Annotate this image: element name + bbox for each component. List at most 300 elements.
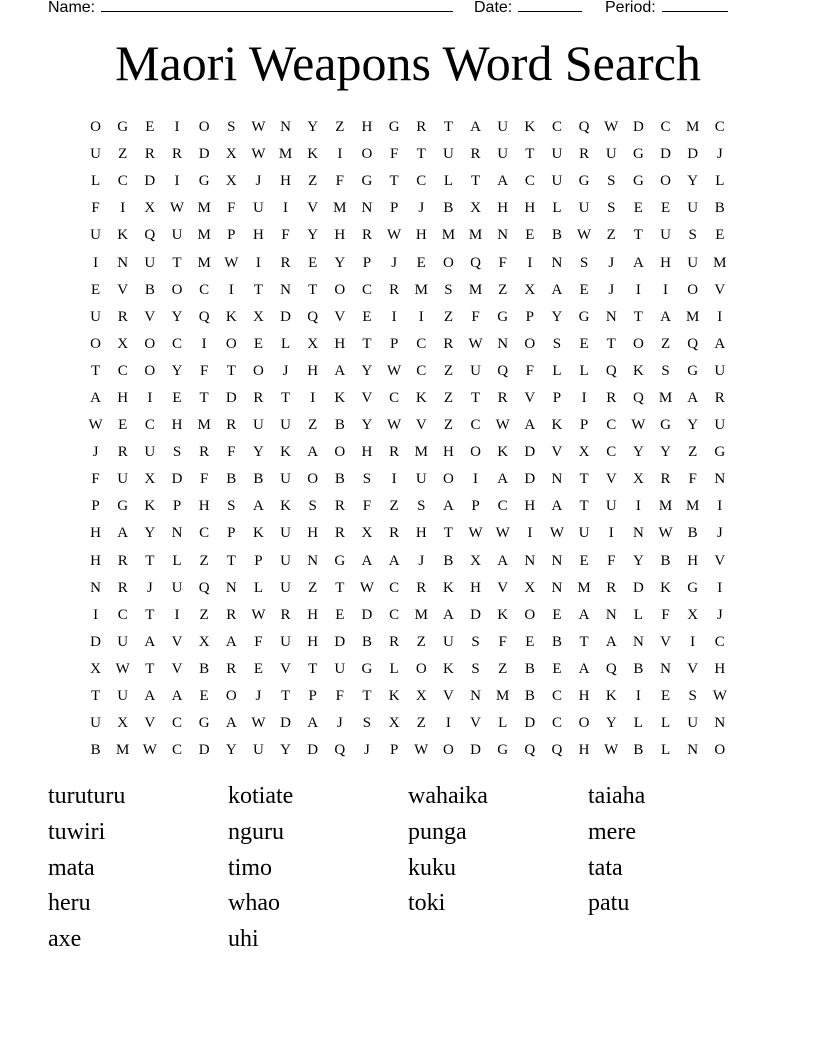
grid-letter: V xyxy=(171,633,183,650)
grid-letter: O xyxy=(714,742,726,759)
grid-letter: R xyxy=(117,579,128,596)
grid-letter: L xyxy=(443,173,453,190)
grid-letter: D xyxy=(198,742,210,759)
grid-letter: X xyxy=(361,525,373,542)
grid-letter: F xyxy=(227,444,236,461)
grid-letter: Y xyxy=(551,308,563,325)
grid-letter: J xyxy=(418,200,425,217)
grid-letter: T xyxy=(362,688,372,705)
grid-letter: P xyxy=(525,308,534,325)
grid-letter: R xyxy=(714,389,725,406)
grid-row xyxy=(82,412,734,439)
grid-letter: I xyxy=(473,471,479,488)
grid-letter: I xyxy=(527,254,533,271)
grid-letter: T xyxy=(335,579,345,596)
grid-letter: W xyxy=(251,146,266,163)
grid-letter: E xyxy=(118,417,128,434)
grid-letter: Y xyxy=(307,119,319,136)
grid-letter: V xyxy=(144,308,156,325)
grid-letter: U xyxy=(442,633,454,650)
grid-letter: Q xyxy=(687,335,699,352)
grid-letter: W xyxy=(142,742,157,759)
word-bank-item: kuku xyxy=(408,854,456,881)
grid-letter: U xyxy=(551,146,563,163)
grid-letter: R xyxy=(226,660,237,677)
grid-letter: E xyxy=(253,660,263,677)
grid-letter: Y xyxy=(334,254,346,271)
word-bank-item: patu xyxy=(588,890,630,917)
grid-letter: P xyxy=(254,552,263,569)
grid-letter: B xyxy=(687,525,698,542)
grid-letter: I xyxy=(147,389,153,406)
grid-letter: Q xyxy=(551,742,563,759)
grid-letter: U xyxy=(415,471,427,488)
grid-letter: S xyxy=(444,281,453,298)
grid-letter: A xyxy=(470,119,481,136)
grid-letter: F xyxy=(498,633,507,650)
grid-letter: U xyxy=(605,146,617,163)
grid-letter: B xyxy=(633,660,644,677)
grid-letter: C xyxy=(714,633,725,650)
grid-letter: U xyxy=(442,146,454,163)
grid-letter: N xyxy=(551,471,563,488)
grid-letter: U xyxy=(334,660,346,677)
grid-letter: K xyxy=(388,688,400,705)
grid-letter: D xyxy=(632,579,644,596)
grid-letter: X xyxy=(578,444,590,461)
grid-letter: A xyxy=(632,254,644,271)
grid-row xyxy=(82,575,734,602)
grid-letter: J xyxy=(716,525,723,542)
grid-letter: E xyxy=(715,227,725,244)
grid-letter: P xyxy=(308,688,317,705)
grid-letter: B xyxy=(144,281,155,298)
grid-letter: C xyxy=(714,119,725,136)
grid-letter: J xyxy=(282,362,289,379)
grid-letter: S xyxy=(227,119,236,136)
grid-letter: Y xyxy=(252,444,264,461)
grid-letter: O xyxy=(524,606,536,623)
grid-letter: M xyxy=(685,308,700,325)
grid-letter: S xyxy=(661,362,670,379)
grid-letter: B xyxy=(633,742,644,759)
grid-letter: G xyxy=(660,417,671,434)
grid-letter: R xyxy=(497,389,508,406)
grid-letter: E xyxy=(633,200,643,217)
grid-letter: J xyxy=(92,444,99,461)
grid-letter: R xyxy=(144,146,155,163)
grid-letter: B xyxy=(524,688,535,705)
grid-letter: H xyxy=(307,362,319,379)
grid-letter: T xyxy=(362,335,372,352)
word-bank-item: tata xyxy=(588,854,623,881)
grid-letter: U xyxy=(90,308,101,325)
grid-letter: V xyxy=(361,389,373,406)
word-bank-item: tuwiri xyxy=(48,819,106,846)
student-info-header xyxy=(48,0,768,20)
grid-letter: H xyxy=(361,444,373,461)
grid-letter: C xyxy=(416,335,427,352)
grid-letter: H xyxy=(415,227,427,244)
grid-letter: I xyxy=(337,146,343,163)
grid-letter: A xyxy=(497,173,509,190)
grid-letter: I xyxy=(174,173,180,190)
grid-letter: A xyxy=(714,335,726,352)
grid-letter: R xyxy=(389,281,400,298)
grid-letter: U xyxy=(578,200,590,217)
grid-letter: T xyxy=(145,606,155,623)
grid-letter: A xyxy=(551,498,563,515)
grid-letter: U xyxy=(90,715,101,732)
grid-letter: A xyxy=(497,552,509,569)
grid-letter: R xyxy=(416,119,427,136)
grid-letter: E xyxy=(90,281,101,298)
grid-letter: P xyxy=(389,335,399,352)
grid-letter: Y xyxy=(632,552,644,569)
grid-letter: G xyxy=(578,173,590,190)
grid-letter: L xyxy=(280,335,291,352)
grid-letter: Z xyxy=(308,417,318,434)
grid-letter: A xyxy=(334,362,346,379)
grid-row xyxy=(82,466,734,493)
grid-letter: O xyxy=(660,173,671,190)
grid-letter: M xyxy=(414,606,428,623)
grid-letter: D xyxy=(307,742,319,759)
grid-letter: M xyxy=(333,200,347,217)
grid-letter: C xyxy=(606,417,617,434)
grid-letter: Z xyxy=(118,146,128,163)
grid-letter: V xyxy=(524,389,536,406)
grid-letter: T xyxy=(633,227,643,244)
grid-letter: A xyxy=(90,389,101,406)
grid-letter: T xyxy=(633,308,643,325)
grid-letter: R xyxy=(470,146,481,163)
grid-letter: E xyxy=(660,688,671,705)
grid-letter: Y xyxy=(280,742,291,759)
grid-letter: L xyxy=(552,200,562,217)
grid-letter: F xyxy=(199,471,209,488)
grid-letter: G xyxy=(714,444,726,461)
grid-letter: I xyxy=(391,471,397,488)
grid-letter: U xyxy=(117,471,129,488)
grid-letter: U xyxy=(90,146,101,163)
grid-letter: I xyxy=(608,525,614,542)
grid-letter: A xyxy=(252,498,264,515)
grid-letter: F xyxy=(498,254,507,271)
grid-letter: K xyxy=(524,119,536,136)
grid-letter: O xyxy=(442,742,454,759)
grid-letter: O xyxy=(632,335,644,352)
grid-letter: B xyxy=(334,471,345,488)
grid-letter: F xyxy=(335,173,344,190)
grid-letter: U xyxy=(687,715,699,732)
grid-letter: X xyxy=(632,471,644,488)
grid-letter: M xyxy=(414,444,428,461)
grid-letter: M xyxy=(713,254,727,271)
grid-letter: Y xyxy=(632,444,644,461)
grid-letter: V xyxy=(687,660,699,677)
word-bank-item: axe xyxy=(48,926,82,953)
grid-letter: C xyxy=(361,281,372,298)
grid-letter: T xyxy=(606,335,616,352)
grid-letter: W xyxy=(658,525,673,542)
grid-letter: Q xyxy=(470,254,481,271)
grid-letter: Q xyxy=(605,660,617,677)
grid-letter: K xyxy=(442,579,454,596)
grid-letter: C xyxy=(117,173,128,190)
grid-letter: M xyxy=(197,227,211,244)
grid-letter: N xyxy=(660,660,671,677)
grid-letter: M xyxy=(414,281,428,298)
grid-letter: D xyxy=(280,715,291,732)
grid-letter: N xyxy=(687,742,699,759)
grid-letter: X xyxy=(252,308,264,325)
grid-letter: T xyxy=(579,471,589,488)
grid-letter: F xyxy=(688,471,697,488)
grid-letter: J xyxy=(146,579,153,596)
word-bank-row xyxy=(48,815,768,851)
grid-letter: I xyxy=(581,389,587,406)
grid-letter: A xyxy=(225,715,237,732)
grid-letter: T xyxy=(470,173,481,190)
grid-letter: S xyxy=(552,335,562,352)
grid-letter: N xyxy=(171,525,183,542)
grid-row xyxy=(82,141,734,168)
grid-letter: N xyxy=(632,525,644,542)
grid-letter: M xyxy=(658,389,673,406)
grid-letter: A xyxy=(442,498,454,515)
grid-letter: N xyxy=(225,579,237,596)
grid-letter: M xyxy=(441,227,456,244)
word-bank-item: taiaha xyxy=(588,783,646,810)
grid-row xyxy=(82,439,734,466)
grid-letter: H xyxy=(198,498,210,515)
grid-letter: U xyxy=(660,227,671,244)
grid-letter: I xyxy=(418,308,424,325)
grid-letter: V xyxy=(171,660,183,677)
grid-letter: N xyxy=(714,471,726,488)
grid-letter: C xyxy=(551,688,562,705)
grid-letter: C xyxy=(497,498,508,515)
grid-letter: D xyxy=(280,308,291,325)
grid-letter: O xyxy=(198,119,210,136)
grid-letter: X xyxy=(415,688,427,705)
grid-letter: F xyxy=(389,146,399,163)
grid-letter: K xyxy=(497,606,509,623)
grid-letter: O xyxy=(334,281,346,298)
grid-letter: F xyxy=(362,498,372,515)
grid-row xyxy=(82,195,734,222)
grid-letter: T xyxy=(308,660,318,677)
grid-letter: W xyxy=(169,200,185,217)
grid-letter: M xyxy=(496,688,510,705)
grid-letter: W xyxy=(495,525,510,542)
grid-letter: T xyxy=(579,633,589,650)
grid-letter: K xyxy=(415,389,427,406)
grid-letter: P xyxy=(227,525,236,542)
grid-letter: Z xyxy=(416,715,426,732)
grid-letter: W xyxy=(387,362,402,379)
grid-letter: W xyxy=(251,715,266,732)
grid-letter: T xyxy=(579,498,589,515)
grid-letter: Z xyxy=(498,660,508,677)
grid-letter: M xyxy=(658,498,673,515)
grid-letter: D xyxy=(90,633,101,650)
grid-letter: N xyxy=(497,227,509,244)
grid-letter: N xyxy=(117,254,129,271)
grid-letter: R xyxy=(171,146,182,163)
grid-letter: I xyxy=(174,606,180,623)
grid-letter: Z xyxy=(443,389,453,406)
grid-letter: V xyxy=(497,579,509,596)
grid-letter: D xyxy=(198,146,210,163)
grid-letter: D xyxy=(225,389,237,406)
word-bank-item: timo xyxy=(228,854,273,881)
grid-letter: C xyxy=(416,362,427,379)
grid-letter: F xyxy=(199,362,209,379)
grid-letter: W xyxy=(468,525,483,542)
grid-letter: J xyxy=(608,281,615,298)
grid-letter: N xyxy=(605,606,617,623)
grid-row xyxy=(82,249,734,276)
grid-letter: S xyxy=(471,633,480,650)
grid-letter: H xyxy=(524,498,536,515)
grid-letter: R xyxy=(253,389,264,406)
grid-letter: F xyxy=(91,471,100,488)
grid-letter: K xyxy=(334,389,346,406)
grid-letter: T xyxy=(253,281,263,298)
grid-letter: U xyxy=(280,552,291,569)
grid-letter: R xyxy=(334,525,345,542)
grid-letter: C xyxy=(144,417,155,434)
grid-letter: U xyxy=(90,227,101,244)
grid-letter: O xyxy=(361,146,373,163)
grid-letter: K xyxy=(551,417,563,434)
grid-letter: F xyxy=(607,552,616,569)
grid-letter: U xyxy=(687,254,699,271)
grid-letter: Y xyxy=(225,742,237,759)
grid-row xyxy=(82,304,734,331)
grid-letter: C xyxy=(416,173,427,190)
grid-letter: G xyxy=(361,173,373,190)
grid-letter: X xyxy=(524,281,536,298)
period-blank-line xyxy=(662,0,728,12)
grid-letter: T xyxy=(199,389,209,406)
grid-letter: K xyxy=(252,525,264,542)
grid-letter: U xyxy=(117,688,129,705)
grid-letter: V xyxy=(307,200,319,217)
grid-letter: N xyxy=(551,254,563,271)
grid-letter: S xyxy=(308,498,317,515)
grid-letter: M xyxy=(116,742,130,759)
grid-letter: U xyxy=(252,742,264,759)
grid-letter: P xyxy=(172,498,182,515)
grid-letter: Y xyxy=(687,417,699,434)
grid-letter: V xyxy=(334,308,346,325)
word-bank-row xyxy=(48,922,768,958)
grid-letter: C xyxy=(660,119,671,136)
grid-letter: O xyxy=(687,281,699,298)
period-field xyxy=(605,0,728,17)
grid-letter: B xyxy=(361,633,372,650)
word-bank-row xyxy=(48,886,768,922)
grid-letter: T xyxy=(525,146,535,163)
grid-letter: W xyxy=(468,335,483,352)
grid-letter: W xyxy=(359,579,375,596)
grid-letter: Q xyxy=(198,579,210,596)
grid-letter: U xyxy=(117,633,129,650)
grid-letter: L xyxy=(389,660,399,677)
grid-letter: I xyxy=(717,498,723,515)
grid-letter: M xyxy=(685,498,700,515)
grid-letter: C xyxy=(199,525,210,542)
grid-letter: U xyxy=(551,173,563,190)
grid-letter: O xyxy=(90,119,101,136)
grid-letter: L xyxy=(498,715,508,732)
grid-letter: G xyxy=(687,579,699,596)
word-bank-item: mere xyxy=(588,819,636,846)
grid-letter: T xyxy=(280,389,291,406)
grid-letter: I xyxy=(717,308,723,325)
name-blank-line xyxy=(101,0,453,12)
grid-letter: X xyxy=(388,715,400,732)
grid-letter: H xyxy=(280,173,291,190)
grid-letter: V xyxy=(714,281,726,298)
grid-letter: U xyxy=(497,146,509,163)
grid-letter: I xyxy=(201,335,207,352)
grid-letter: C xyxy=(606,444,617,461)
grid-letter: E xyxy=(416,254,426,271)
word-bank-item: mata xyxy=(48,854,95,881)
grid-letter: O xyxy=(307,471,319,488)
grid-letter: P xyxy=(389,742,399,759)
grid-letter: A xyxy=(687,389,699,406)
grid-letter: K xyxy=(117,227,129,244)
grid-letter: F xyxy=(254,633,263,650)
grid-letter: R xyxy=(606,389,617,406)
grid-row xyxy=(82,385,734,412)
grid-letter: I xyxy=(283,200,289,217)
grid-letter: R xyxy=(416,579,427,596)
grid-letter: O xyxy=(171,281,183,298)
grid-letter: T xyxy=(226,362,236,379)
grid-letter: O xyxy=(225,688,237,705)
grid-letter: U xyxy=(280,579,291,596)
grid-letter: X xyxy=(117,715,129,732)
grid-letter: A xyxy=(524,417,536,434)
grid-letter: V xyxy=(442,688,454,705)
grid-letter: X xyxy=(524,579,536,596)
grid-letter: I xyxy=(93,254,99,271)
grid-letter: W xyxy=(115,660,130,677)
grid-letter: K xyxy=(307,146,319,163)
grid-letter: I xyxy=(527,525,533,542)
grid-letter: Q xyxy=(198,308,210,325)
grid-letter: B xyxy=(334,417,345,434)
grid-letter: K xyxy=(225,308,237,325)
date-label: Date: xyxy=(474,0,513,16)
grid-letter: M xyxy=(468,281,483,298)
date-blank-line xyxy=(518,0,582,12)
grid-letter: D xyxy=(632,119,644,136)
grid-letter: Y xyxy=(660,444,671,461)
grid-letter: T xyxy=(389,173,399,190)
grid-letter: A xyxy=(117,525,129,542)
grid-letter: M xyxy=(278,146,293,163)
grid-letter: Y xyxy=(171,308,183,325)
grid-letter: K xyxy=(660,579,671,596)
grid-letter: C xyxy=(199,281,210,298)
